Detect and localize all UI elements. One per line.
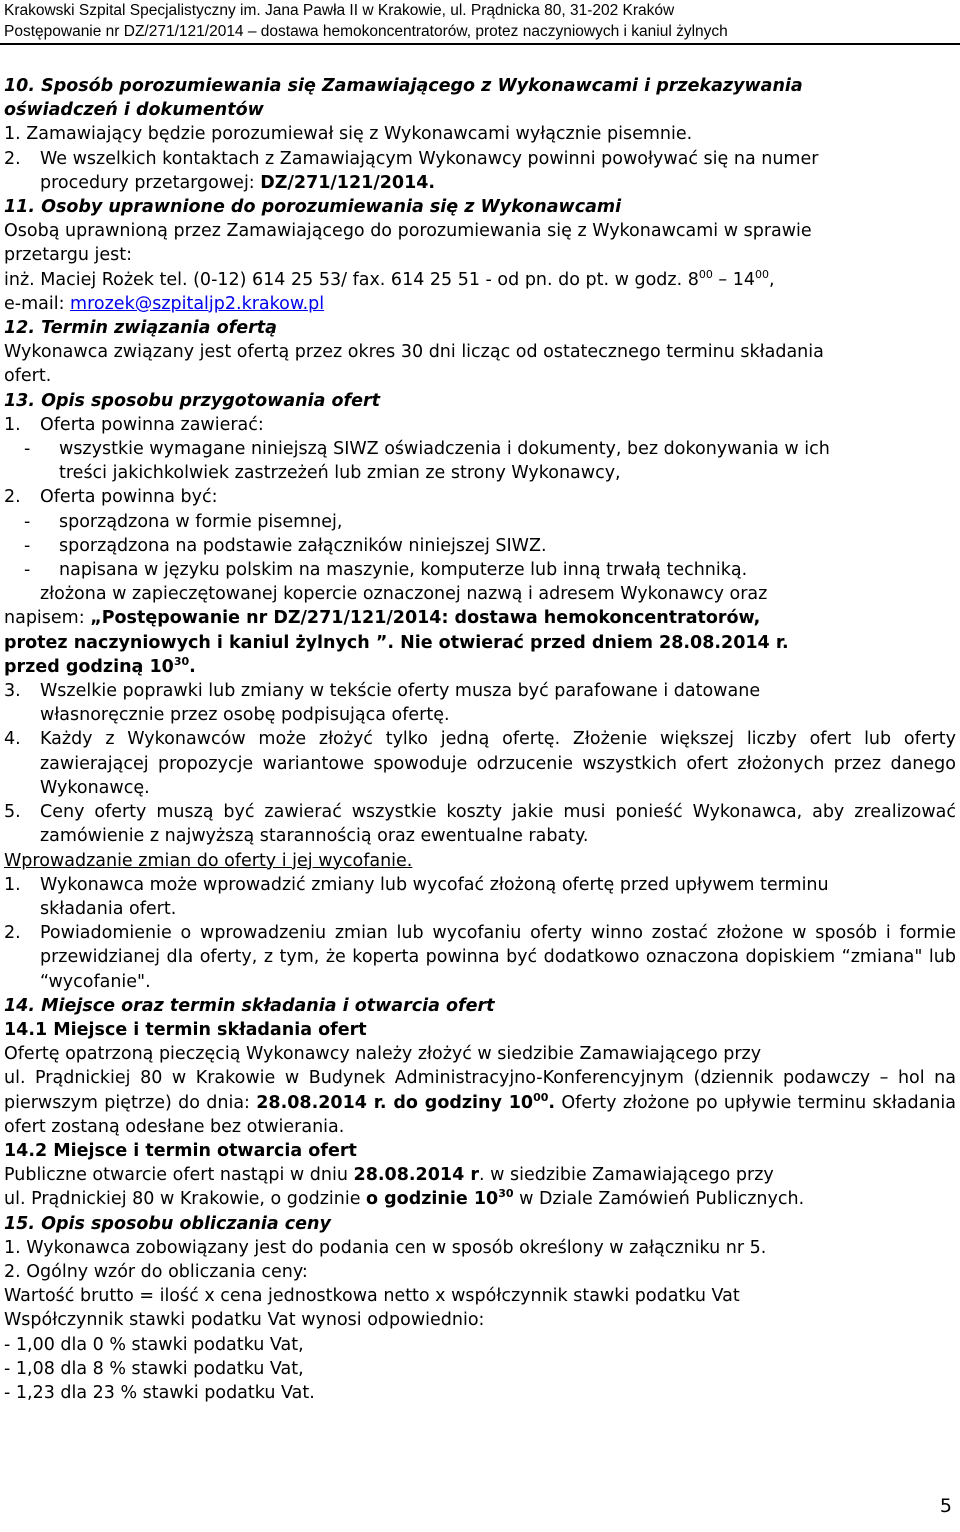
envelope-label: napisem: „Postępowanie nr DZ/271/121/2014: dostawa hemokoncentratorów, protez naczyniowych i kaniul żylnych ”. Nie otwierać przed dniem 28.08.2014 r. przed godziną $10^{30}$.: [4, 608, 789, 677]
section-13-item-3: 3. Wszelkie poprawki lub zmiany w tekście oferty musza być parafowane i datowane własnoręcznie przez osobę podpisująca ofertę.: [4, 681, 761, 726]
section-13-item-2-dash-3: - napisana w języku polskim na maszynie, komputerze lub inną trwałą techniką.: [24, 560, 748, 581]
section-14-1-title: 14.1 Miejsce i termin składania ofert: [4, 1019, 367, 1040]
section-10-item-2: 2. We wszelkich kontaktach z Zamawiającym Wykonawcy powinni powoływać się na numer procedury przetargowej: DZ/271/121/2014.: [4, 148, 819, 193]
section-12-title: 12. Termin związania ofertą: [4, 318, 277, 339]
section-14-1-line-1: Ofertę opatrzoną pieczęcią Wykonawcy należy złożyć w siedzibie Zamawiającego przy: [4, 1044, 762, 1065]
envelope-text: złożona w zapieczętowanej kopercie oznaczonej nazwą i adresem Wykonawcy oraz: [40, 584, 768, 605]
section-15-line-4: Współczynnik stawki podatku Vat wynosi odpowiednio:: [4, 1310, 485, 1331]
section-15-line-5: - 1,00 dla 0 % stawki podatku Vat,: [4, 1334, 304, 1355]
section-13-item-4: 4. Każdy z Wykonawców może złożyć tylko jedną ofertę. Złożenie większej liczby ofert lub oferty zawierającej propozycje wariantowe spowoduje odrzucenie wszystkich ofert złożonych przez danego Wykonawcę.: [4, 729, 956, 798]
section-13-item-5: 5. Ceny oferty muszą być zawierać wszystkie koszty jakie musi ponieść Wykonawca, aby zrealizować zamówienie z najwyższą starannością oraz ewentualne rabaty.: [4, 802, 956, 847]
section-14-title: 14. Miejsce oraz termin składania i otwarcia ofert: [4, 995, 495, 1016]
section-12-text: Wykonawca związany jest ofertą przez okres 30 dni licząc od ostatecznego terminu składania ofert.: [4, 342, 824, 387]
section-10-title: 10. Sposób porozumiewania się Zamawiającego z Wykonawcami i przekazywania oświadczeń i dokumentów: [4, 76, 803, 121]
section-14-2-line-1: Publiczne otwarcie ofert nastąpi w dniu 28.08.2014 r. w siedzibie Zamawiającego przy: [4, 1165, 774, 1186]
email-link[interactable]: mrozek@szpitaljp2.krakow.pl: [70, 293, 325, 314]
header-rule: [0, 43, 960, 45]
section-14-2-line-2: ul. Prądnickiej 80 w Krakowie, o godzinie o godzinie $10^{30}$ w Dziale Zamówień Publicznych.: [4, 1187, 805, 1210]
email-line: e-mail: mrozek@szpitaljp2.krakow.pl: [4, 293, 325, 314]
section-15-line-6: - 1,08 dla 8 % stawki podatku Vat,: [4, 1358, 304, 1379]
section-13-title: 13. Opis sposobu przygotowania ofert: [4, 390, 381, 411]
section-13-item-2-dash-2: - sporządzona na podstawie załączników niniejszej SIWZ.: [24, 535, 547, 556]
section-13-item-1-dash-1: - wszystkie wymagane niniejszą SIWZ oświadczenia i dokumenty, bez dokonywania w ich treści jakichkolwiek zastrzeżeń lub zmian ze strony Wykonawcy,: [24, 439, 830, 484]
section-10-item-1: 1. Zamawiający będzie porozumiewał się z Wykonawcami wyłącznie pisemnie.: [4, 124, 693, 145]
section-13-item-1: 1. Oferta powinna zawierać:: [4, 414, 264, 435]
section-13-item-2: 2. Oferta powinna być:: [4, 487, 218, 508]
header-line-2: Postępowanie nr DZ/271/121/2014 – dostawa hemokoncentratorów, protez naczyniowych i kaniul żylnych: [4, 23, 728, 40]
section-15-line-1: 1. Wykonawca zobowiązany jest do podania cen w sposób określony w załączniku nr 5.: [4, 1237, 767, 1258]
section-11-text: Osobą uprawnioną przez Zamawiającego do porozumiewania się z Wykonawcami w sprawie przetargu jest:: [4, 221, 812, 266]
section-14-2-title: 14.2 Miejsce i termin otwarcia ofert: [4, 1140, 357, 1161]
changes-title: Wprowadzanie zmian do oferty i jej wycofanie.: [4, 850, 413, 871]
changes-item-2: 2. Powiadomienie o wprowadzeniu zmian lub wycofaniu oferty winno zostać złożone w sposób i formie przewidzianej dla oferty, z tym, że koperta powinna być dodatkowo oznaczona dopiskiem “zmiana" lub “wycofanie".: [4, 923, 956, 992]
section-15-line-7: - 1,23 dla 23 % stawki podatku Vat.: [4, 1382, 315, 1403]
section-15-title: 15. Opis sposobu obliczania ceny: [4, 1213, 331, 1234]
document-body: [4, 74, 956, 1405]
page-number: 5: [939, 1495, 952, 1517]
section-13-item-2-dash-1: - sporządzona w formie pisemnej,: [24, 511, 343, 532]
page-header: [4, 0, 954, 42]
changes-item-1: 1. Wykonawca może wprowadzić zmiany lub wycofać złożoną ofertę przed upływem terminu składania ofert.: [4, 874, 829, 919]
contact-line: inż. Maciej Rożek tel. (0-12) 614 25 53/ fax. 614 25 51 - od pn. do pt. w godz. $8^{00} - 14^{00}$,: [4, 267, 775, 290]
section-15-line-2: 2. Ogólny wzór do obliczania ceny:: [4, 1261, 308, 1282]
section-15-line-3: Wartość brutto = ilość x cena jednostkowa netto x współczynnik stawki podatku Vat: [4, 1286, 740, 1307]
section-14-1-text: ul. Prądnickiej 80 w Krakowie w Budynek Administracyjno-Konferencyjnym (dziennik podawczy – hol na pierwszym piętrze) do dnia: 28.08.2014 r. do godziny $10^{00}$. Oferty złożone po upływie terminu składania ofert zostaną odesłane bez otwierania.: [4, 1068, 956, 1137]
header-line-1: Krakowski Szpital Specjalistyczny im. Jana Pawła II w Krakowie, ul. Prądnicka 80, 31-202 Kraków: [4, 2, 675, 19]
section-11-title: 11. Osoby uprawnione do porozumiewania się z Wykonawcami: [4, 197, 622, 218]
